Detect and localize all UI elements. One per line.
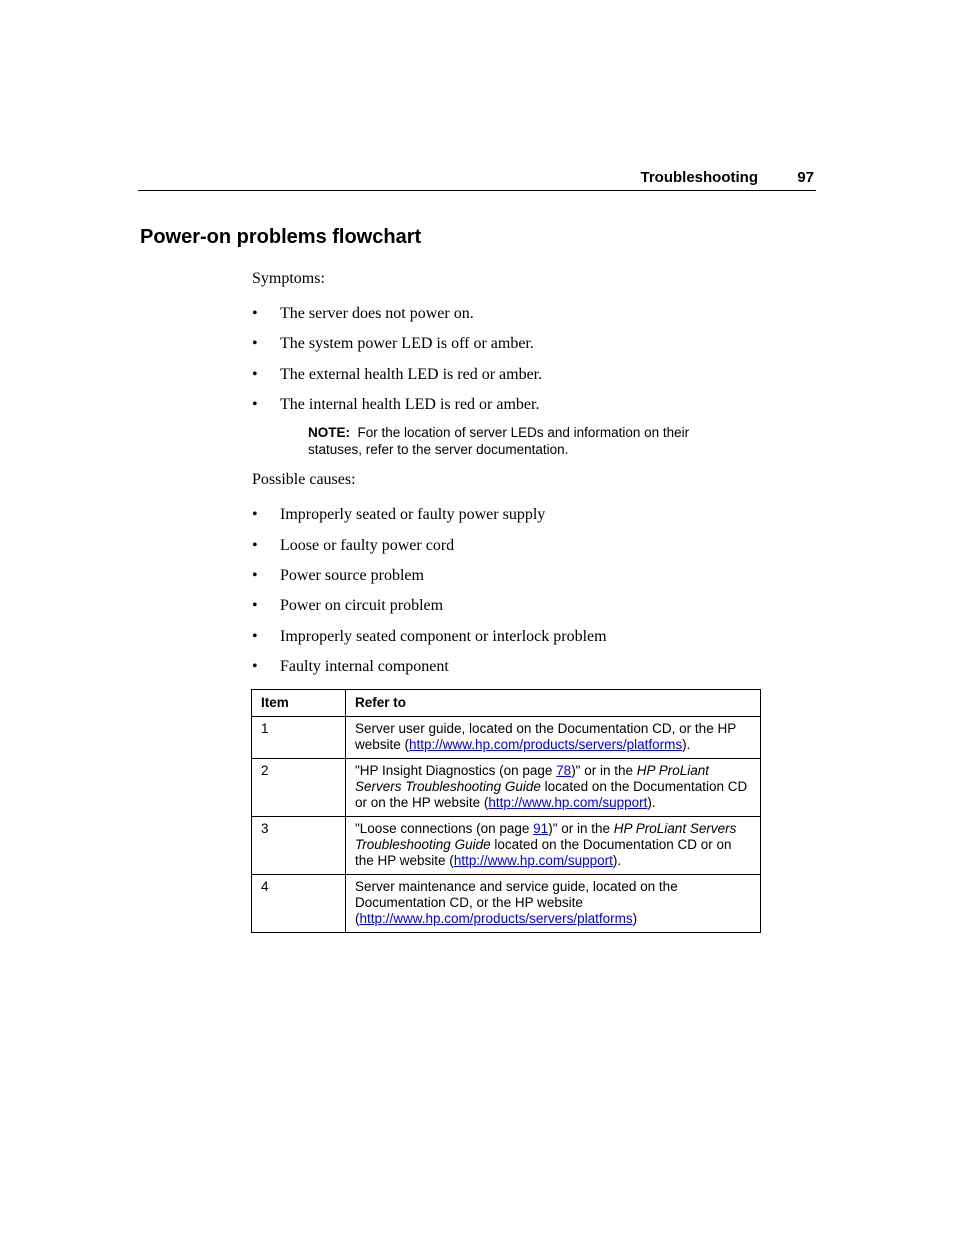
bullet-icon: •: [252, 537, 258, 554]
cell-text: )" or in the: [548, 821, 614, 836]
cause-text: Loose or faulty power cord: [280, 537, 455, 554]
table-row: [252, 717, 761, 759]
bullet-icon: •: [252, 567, 258, 584]
cell-text: ).: [612, 853, 622, 868]
bullet-icon: •: [252, 396, 258, 413]
note-text: For the location of server LEDs and information on their statuses, refer to the server documentation.: [308, 425, 690, 457]
refer-to-cell: [346, 875, 761, 933]
symptoms-label: Symptoms:: [252, 270, 325, 287]
reference-table: [251, 689, 761, 933]
cell-text: ).: [682, 737, 691, 752]
bullet-icon: •: [252, 628, 258, 645]
causes-label: Possible causes:: [252, 471, 356, 488]
table-header-row: [252, 690, 761, 717]
page-title: Power-on problems flowchart: [140, 226, 422, 248]
guide-title: HP ProLiant Servers Troubleshooting Guide: [355, 763, 710, 794]
cell-text: ).: [647, 795, 656, 810]
bullet-icon: •: [252, 366, 258, 383]
cause-text: Improperly seated or faulty power supply: [280, 506, 546, 523]
guide-title: HP ProLiant Servers Troubleshooting Guide: [355, 821, 737, 852]
refer-to-cell: [346, 759, 761, 817]
cause-text: Improperly seated component or interlock problem: [280, 628, 607, 645]
cell-text: located on the Documentation CD or on the HP website (: [355, 779, 748, 810]
item-number-cell: 4: [252, 875, 346, 933]
table-row: [252, 817, 761, 875]
cell-text: ): [632, 911, 638, 926]
bullet-icon: •: [252, 597, 258, 614]
bullet-icon: •: [252, 658, 258, 675]
column-header-item: Item: [252, 690, 346, 717]
support-url-link[interactable]: http://www.hp.com/support: [488, 795, 648, 810]
platforms-url-link[interactable]: http://www.hp.com/products/servers/platforms: [359, 911, 633, 926]
cell-text: Server user guide, located on the Documentation CD, or the HP website (: [355, 721, 736, 752]
cause-text: Power source problem: [280, 567, 424, 584]
item-number-cell: 1: [252, 717, 346, 759]
refer-to-cell: [346, 817, 761, 875]
bullet-icon: •: [252, 506, 258, 523]
cell-text: "HP Insight Diagnostics (on page: [355, 763, 557, 778]
refer-to-cell: [346, 717, 761, 759]
cause-text: Faulty internal component: [280, 658, 449, 675]
cell-text: "Loose connections (on page: [355, 821, 534, 836]
cause-text: Power on circuit problem: [280, 597, 444, 614]
table-row: [252, 875, 761, 933]
item-number-cell: 3: [252, 817, 346, 875]
running-header: [138, 168, 816, 191]
symptom-text: The system power LED is off or amber.: [280, 335, 534, 352]
note-box: [308, 424, 738, 458]
page-91-link[interactable]: 91: [533, 821, 549, 836]
support-url-link[interactable]: http://www.hp.com/support: [453, 853, 613, 868]
symptom-text: The server does not power on.: [280, 305, 474, 322]
item-number-cell: 2: [252, 759, 346, 817]
table-row: [252, 759, 761, 817]
bullet-icon: •: [252, 305, 258, 322]
cell-text: located on the Documentation CD or on the HP website (: [355, 837, 732, 868]
symptom-text: The internal health LED is red or amber.: [280, 396, 540, 413]
page-78-link[interactable]: 78: [556, 763, 572, 778]
bullet-icon: •: [252, 335, 258, 352]
symptom-text: The external health LED is red or amber.: [280, 366, 543, 383]
cell-text: )" or in the: [571, 763, 637, 778]
platforms-url-link[interactable]: http://www.hp.com/products/servers/platforms: [409, 737, 683, 752]
header-section-title: Troubleshooting: [640, 169, 758, 186]
note-label: NOTE:: [308, 425, 350, 440]
cell-text: Server maintenance and service guide, located on the Documentation CD, or the HP website (: [355, 879, 678, 926]
column-header-refer-to: Refer to: [346, 690, 761, 717]
header-page-number: 97: [797, 169, 814, 186]
